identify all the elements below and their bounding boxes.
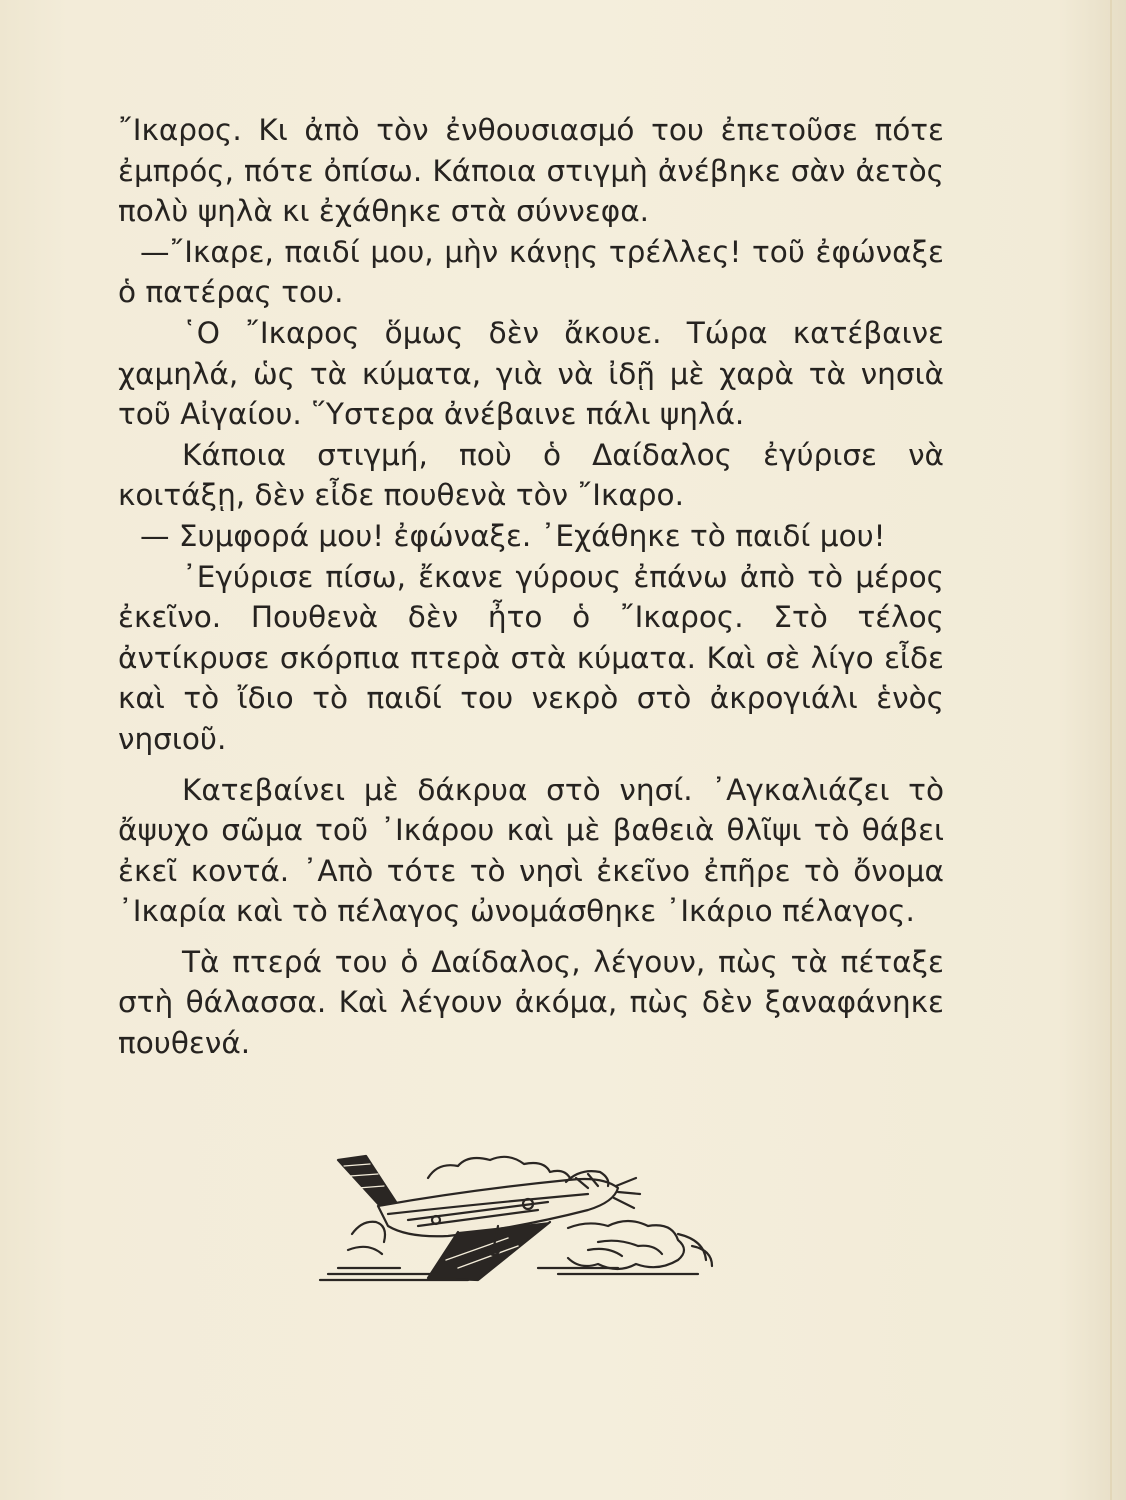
page-edge xyxy=(1110,0,1112,1500)
airplane-illustration xyxy=(318,1150,718,1290)
paragraph-4: Κάποια στιγμή, ποὺ ὁ Δαίδαλος ἐγύρισε νὰ κοιτάξῃ, δὲν εἶδε πουθενὰ τὸν ῎Ικαρο. xyxy=(118,437,944,513)
paragraph-5: — Συμφορά μου! ἐφώναξε. ᾿Εχάθηκε τὸ παιδί μου! xyxy=(140,518,886,553)
paragraph-6: ᾿Εγύρισε πίσω, ἔκανε γύρους ἐπάνω ἀπὸ τὸ μέρος ἐκεῖνο. Πουθενὰ δὲν ἦτο ὁ ῎Ικαρος. Στὸ τέλος ἀντίκρυσε σκόρπια πτερὰ στὰ κύματα. Καὶ σὲ λίγο εἶδε καὶ τὸ ἴδιο τὸ παιδί του νεκρὸ στὸ ἀκρογιάλι ἑνὸς νησιοῦ. xyxy=(118,559,944,756)
paragraph-7: Κατεβαίνει μὲ δάκρυα στὸ νησί. ᾿Αγκαλιάζει τὸ ἄψυχο σῶμα τοῦ ᾿Ικάρου καὶ μὲ βαθειὰ θλῖψι τὸ θάβει ἐκεῖ κοντά. ᾿Απὸ τότε τὸ νησὶ ἐκεῖνο ἐπῆρε τὸ ὄνομα ᾿Ικαρία καὶ τὸ πέλαγος ὠνομάσθηκε ᾿Ικάριο πέλαγος. xyxy=(118,772,944,929)
paragraph-3: ῾Ο ῎Ικαρος ὅμως δὲν ἄκουε. Τώρα κατέβαινε χαμηλά, ὡς τὰ κύματα, γιὰ νὰ ἰδῇ μὲ χαρὰ τὰ νησιὰ τοῦ Αἰγαίου. ῞Υστερα ἀνέβαινε πάλι ψηλά. xyxy=(118,315,944,432)
paragraph-8: Τὰ πτερά του ὁ Δαίδαλος, λέγουν, πὼς τὰ πέταξε στὴ θάλασσα. Καὶ λέγουν ἀκόμα, πὼς δὲν ξαναφάνηκε πουθενά. xyxy=(118,944,944,1061)
story-text xyxy=(118,110,944,1064)
paragraph-2: —῎Ικαρε, παιδί μου, μὴν κάνῃς τρέλλες! τοῦ ἐφώναξε ὁ πατέρας του. xyxy=(118,234,944,310)
paragraph-1: ῎Ικαρος. Κι ἀπὸ τὸν ἐνθουσιασμό του ἐπετοῦσε πότε ἐμπρός, πότε ὀπίσω. Κάποια στιγμὴ ἀνέβηκε σὰν ἀετὸς πολὺ ψηλὰ κι ἐχάθηκε στὰ σύννεφα. xyxy=(118,113,944,229)
airplane-over-clouds-icon xyxy=(318,1150,718,1290)
